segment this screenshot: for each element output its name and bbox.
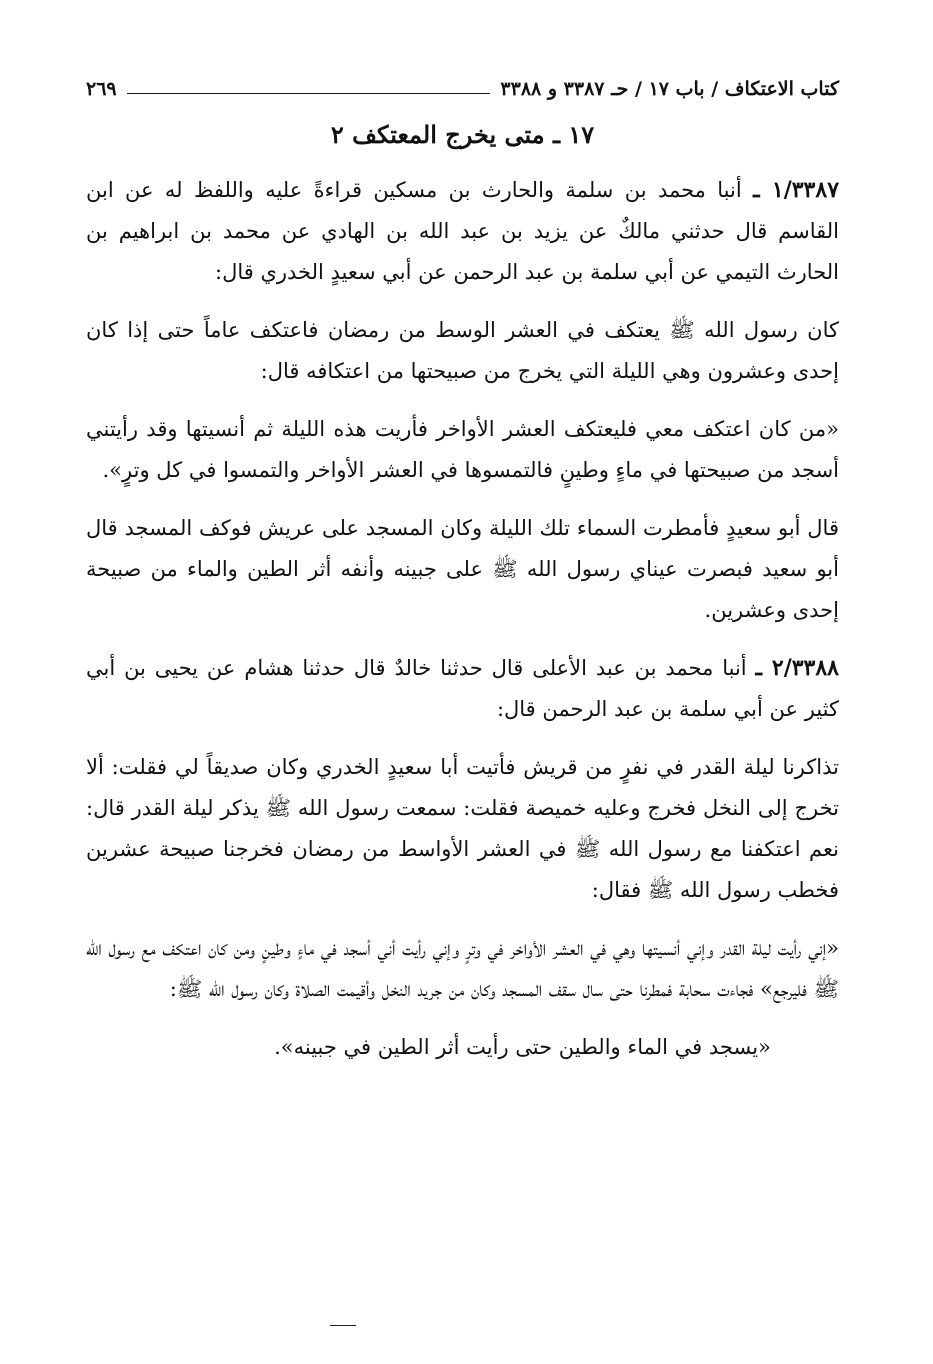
hadith-2-isnad-text: أنبا محمد بن عبد الأعلى قال حدثنا خالدٌ قال حدثنا هشام عن يحيى بن أبي كثير عن أبي سلمة بن عبد الرحمن قال: xyxy=(86,656,839,721)
header-rule xyxy=(127,93,491,94)
hadith-2-quote: «إني رأيت ليلة القدر وإني أنسيتها وهي في العشر الأواخر في وترٍ وإني رأيت أني أسجد في ماءٍ وطينٍ ومن كان اعتكف مع رسول الله ﷺ فليرجع» فجاءت سحابة فمطرنا حتى سال سقف المسجد وكان من جريد النخل وأقيمت الصلاة وكان رسول الله ﷺ: xyxy=(86,936,839,1001)
hadith-1-isnad-text: أنبا محمد بن سلمة والحارث بن مسكين قراءةً عليه واللفظ له عن ابن القاسم قال حدثني مالكٌ عن يزيد بن عبد الله بن الهادي عن محمد بن ابراهيم بن الحارث التيمي عن أبي سلمة بن عبد الرحمن عن أبي سعيدٍ الخدري قال: xyxy=(86,178,839,284)
hadith-1-number: ١/٣٣٨٧ ـ xyxy=(753,177,840,203)
hadith-1-matn-2: قال أبو سعيدٍ فأمطرت السماء تلك الليلة وكان المسجد على عريش فوكف المسجد قال أبو سعيد فبصرت عيناي رسول الله ﷺ على جبينه وأنفه أثر الطين والماء من صبيحة إحدى وعشرين. xyxy=(86,516,839,622)
page-number: ٢٦٩ xyxy=(86,78,117,100)
running-header xyxy=(86,72,839,106)
footer-mark xyxy=(330,1325,356,1326)
hadith-1-quote: «من كان اعتكف معي فليعتكف العشر الأواخر فأريت هذه الليلة ثم أنسيتها وقد رأيتني أسجد من صبيحتها في ماءٍ وطينٍ فالتمسوها في العشر الأواخر والتمسوا في كل وترٍ». xyxy=(86,417,839,482)
hadith-2-number: ٢/٣٣٨٨ ـ xyxy=(755,655,839,681)
hadith-1-isnad xyxy=(86,170,839,293)
chapter-title: ١٧ ـ متى يخرج المعتكف ٢ xyxy=(330,120,595,149)
hadith-2-quote-2: «يسجد في الماء والطين حتى رأيت أثر الطين في جبينه». xyxy=(274,1035,771,1059)
main-text xyxy=(86,170,839,1085)
running-title: كتاب الاعتكاف / باب ١٧ / حـ ٣٣٨٧ و ٣٣٨٨ xyxy=(500,78,839,100)
hadith-1-matn-1: كان رسول الله ﷺ يعتكف في العشر الوسط من رمضان فاعتكف عاماً حتى إذا كان إحدى وعشرون وهي الليلة التي يخرج من صبيحتها من اعتكافه قال: xyxy=(86,318,839,383)
hadith-2-isnad xyxy=(86,648,839,730)
hadith-2-matn-1: تذاكرنا ليلة القدر في نفرٍ من قريش فأتيت أبا سعيدٍ الخدري وكان صديقاً لي فقلت: ألا تخرج إلى النخل فخرج وعليه خميصة فقلت: سمعت رسول الله ﷺ يذكر ليلة القدر قال: نعم اعتكفنا مع رسول الله ﷺ في العشر الأواسط من رمضان فخرجنا صبيحة عشرين فخطب رسول الله ﷺ فقال: xyxy=(86,755,839,902)
